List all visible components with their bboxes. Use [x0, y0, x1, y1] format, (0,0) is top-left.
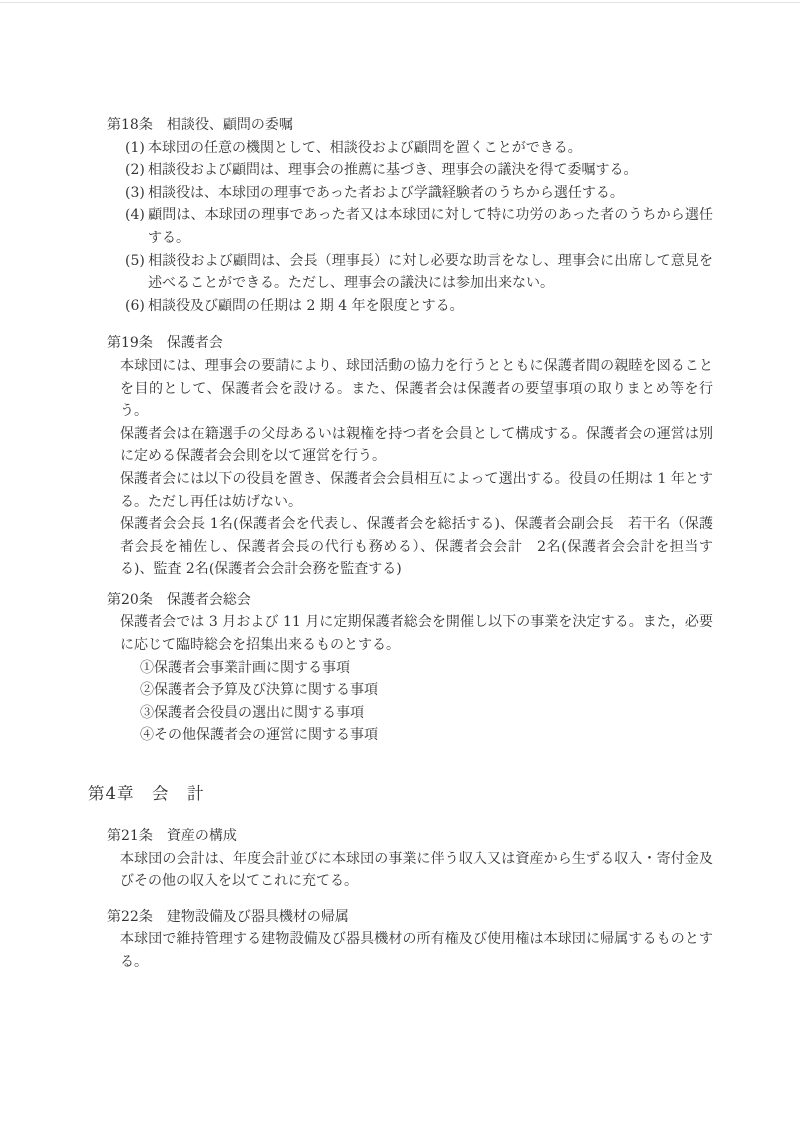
item-number: (2)	[125, 162, 145, 179]
article-20-item-1: ①保護者会事業計画に関する事項	[140, 659, 350, 676]
item-number: (1)	[125, 139, 145, 156]
article-22-heading: 第22条 建物設備及び器具機材の帰属	[107, 908, 349, 925]
item-text: 顧問は、本球団の理事であった者又は本球団に対して特に功労のあった者のうちから選任する。	[148, 207, 713, 246]
article-18-item-2	[107, 159, 713, 182]
article-22	[107, 906, 713, 974]
article-18-item-6	[107, 295, 713, 318]
article-20-paragraph: 保護者会では 3 月および 11 月に定期保護者総会を開催し以下の事業を決定する。また，必要に応じて臨時総会を招集出来るものとする。	[120, 614, 713, 654]
article-21-paragraph: 本球団の会計は、年度会計並びに本球団の事業に伴う収入又は資産から生ずる収入・寄付金及びその他の収入を以てこれに充てる。	[120, 850, 713, 890]
item-text: 相談役及び顧問の任期は 2 期 4 年を限度とする。	[148, 297, 464, 314]
document-content	[88, 114, 713, 974]
article-19-paragraph-3: 保護者会には以下の役員を置き、保護者会会員相互によって選出する。役員の任期は 1 年とする。ただし再任は妨げない。	[120, 470, 713, 510]
item-number: (6)	[125, 297, 145, 314]
scan-artifact-line	[0, 2, 800, 3]
item-text: 相談役および顧問は、理事会の推薦に基づき、理事会の議決を得て委嘱する。	[148, 162, 638, 179]
article-18-item-1	[107, 137, 713, 160]
article-19-paragraph-4: 保護者会会長 1名(保護者会を代表し、保護者会を総括する)、保護者会副会長 若干名（保護者会長を補佐し、保護者会長の代行も務める）、保護者会会計 2名(保護者会会計を担当する)、監査 2名(保護者会会計会務を監査する)	[120, 516, 713, 578]
article-20-item-2: ②保護者会予算及び決算に関する事項	[140, 682, 378, 699]
article-19-paragraph-2: 保護者会は在籍選手の父母あるいは親権を持つ者を会員として構成する。保護者会の運営は別に定める保護者会会則を以て運営を行う。	[120, 425, 713, 465]
article-21	[107, 825, 713, 893]
article-19-paragraph-1: 本球団には、理事会の要請により、球団活動の協力を行うとともに保護者間の親睦を図ることを目的として、保護者会を設ける。また、保護者会は保護者の要望事項の取りまとめ等を行う。	[120, 357, 713, 420]
article-19-heading: 第19条 保護者会	[107, 335, 223, 352]
article-20	[107, 589, 713, 747]
article-20-heading: 第20条 保護者会総会	[107, 591, 251, 608]
item-text: 相談役は、本球団の理事であった者および学識経験者のうちから選任する。	[148, 184, 624, 201]
article-19	[107, 332, 713, 581]
article-18-heading: 第18条 相談役、顧問の委嘱	[107, 117, 293, 133]
article-18	[107, 114, 713, 317]
item-number: (3)	[125, 184, 145, 201]
article-20-item-3: ③保護者会役員の選出に関する事項	[140, 704, 364, 721]
article-21-heading: 第21条 資産の構成	[107, 828, 237, 845]
item-number: (4)	[125, 207, 145, 224]
article-20-item-4: ④その他保護者会の運営に関する事項	[140, 727, 378, 744]
item-text: 相談役および顧問は、会長（理事長）に対し必要な助言をなし、理事会に出席して意見を述べることができる。ただし、理事会の議決には参加出来ない。	[148, 252, 713, 292]
article-18-item-4	[107, 204, 713, 249]
chapter-4-heading: 第4章 会 計	[88, 784, 205, 804]
article-18-item-3	[107, 182, 713, 205]
article-18-item-5	[107, 250, 713, 295]
item-number: (5)	[125, 252, 145, 269]
item-text: 本球団の任意の機関として、相談役および顧問を置くことができる。	[148, 139, 582, 156]
article-22-paragraph: 本球団で維持管理する建物設備及び器具機材の所有権及び使用権は本球団に帰属するものとする。	[120, 931, 713, 970]
